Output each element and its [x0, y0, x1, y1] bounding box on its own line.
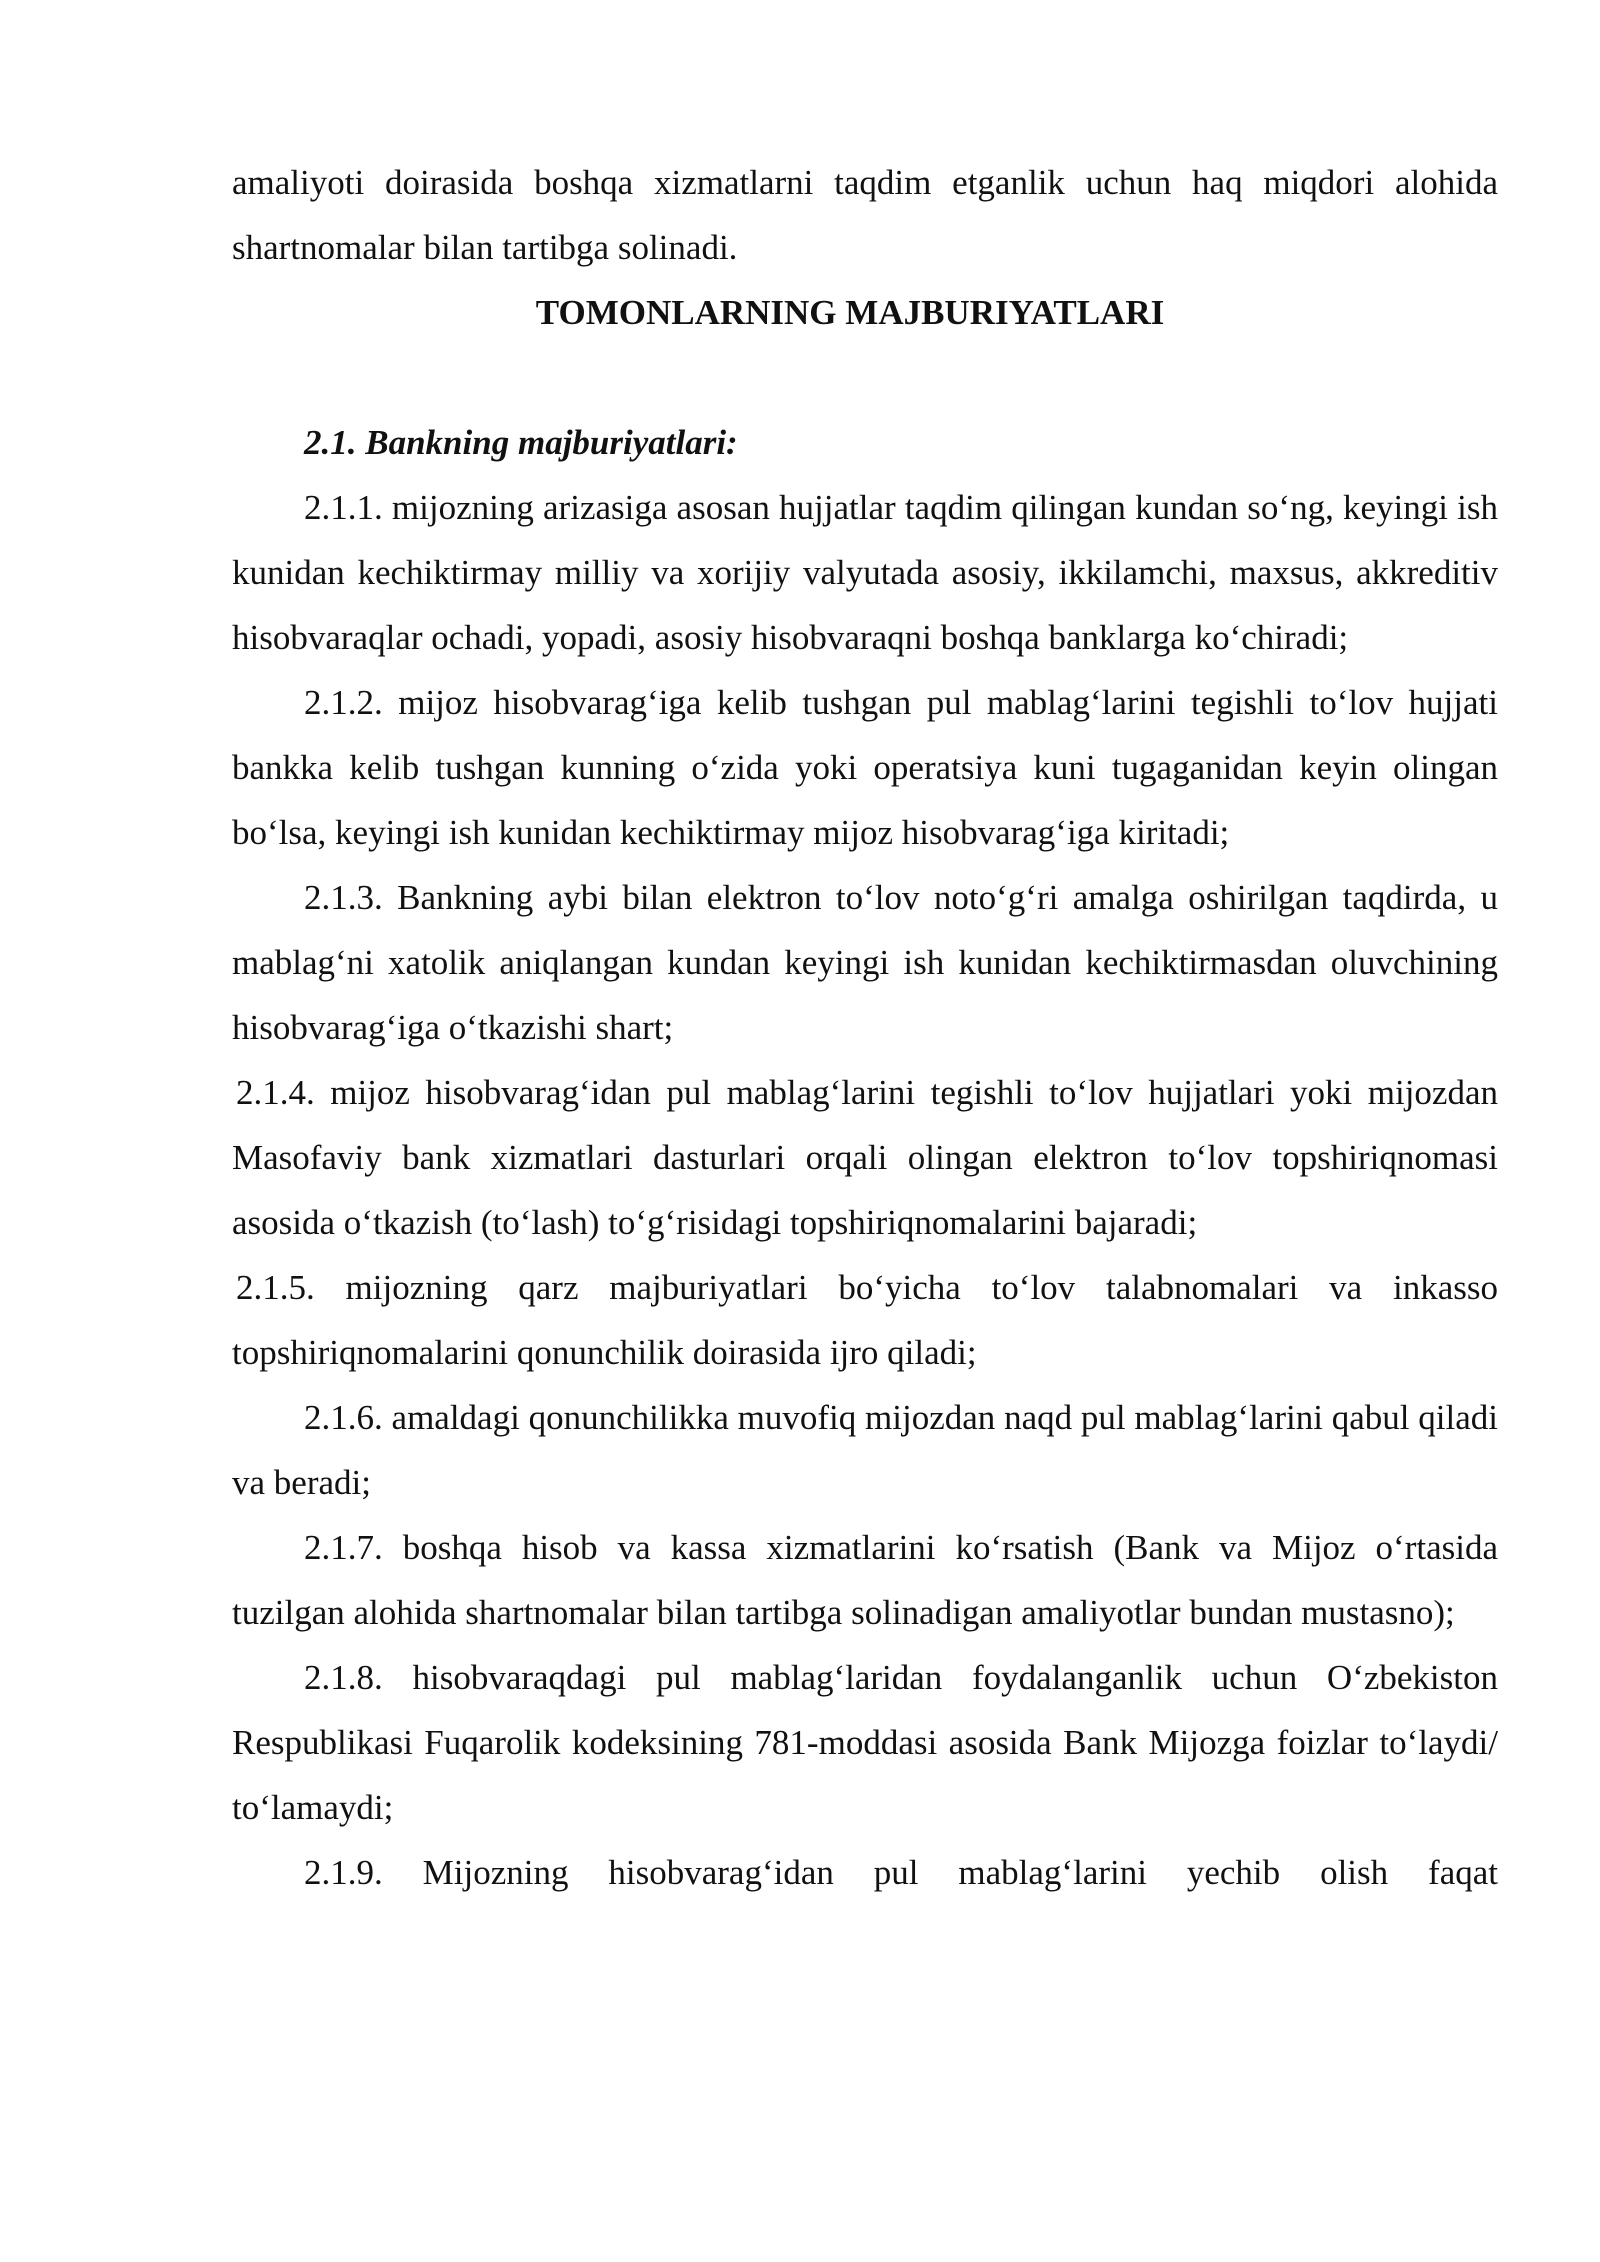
clause-2-1-2: 2.1.2. mijoz hisobvarag‘iga kelib tushgan pul mablag‘larini tegishli to‘lov hujjati bankka kelib tushgan kunning o‘zida yoki operatsiya kuni tugaganidan keyin olingan bo‘lsa, keyingi ish kunidan kechiktirmay mijoz hisobvarag‘iga kiritadi;: [232, 683, 1498, 852]
clause-2-1-7: 2.1.7. boshqa hisob va kassa xizmatlarini ko‘rsatish (Bank va Mijoz o‘rtasida tuzilgan alohida shartnomalar bilan tartibga solinadigan amaliyotlar bundan mustasno);: [232, 1528, 1498, 1632]
clause-2-1-9: 2.1.9. Mijozning hisobvarag‘idan pul mablag‘larini yechib olish faqat: [304, 1853, 1498, 1892]
clause-2-1-6: 2.1.6. amaldagi qonunchilikka muvofiq mijozdan naqd pul mablag‘larini qabul qiladi va beradi;: [232, 1398, 1498, 1502]
section-subheading: 2.1. Bankning majburiyatlari:: [304, 423, 738, 462]
intro-paragraph: amaliyoti doirasida boshqa xizmatlarni taqdim etganlik uchun haq miqdori alohida shartnomalar bilan tartibga solinadi.: [232, 163, 1498, 267]
clause-2-1-4: 2.1.4. mijoz hisobvarag‘idan pul mablag‘larini tegishli to‘lov hujjatlari yoki mijozdan Masofaviy bank xizmatlari dasturlari orqali olingan elektron to‘lov topshiriqnomasi asosida o‘tkazish (to‘lash) to‘g‘risidagi topshiriqnomalarini bajaradi;: [232, 1073, 1498, 1242]
document-page: [232, 150, 1498, 1905]
clause-2-1-5: 2.1.5. mijozning qarz majburiyatlari bo‘yicha to‘lov talabnomalari va inkasso topshiriqnomalarini qonunchilik doirasida ijro qiladi;: [232, 1268, 1498, 1372]
clause-2-1-3: 2.1.3. Bankning aybi bilan elektron to‘lov noto‘g‘ri amalga oshirilgan taqdirda, u mablag‘ni xatolik aniqlangan kundan keyingi ish kunidan kechiktirmasdan oluvchining hisobvarag‘iga o‘tkazishi shart;: [232, 878, 1498, 1047]
section-heading: TOMONLARNING MAJBURIYATLARI: [535, 293, 1165, 332]
clause-2-1-8: 2.1.8. hisobvaraqdagi pul mablag‘laridan foydalanganlik uchun O‘zbekiston Respublikasi Fuqarolik kodeksining 781-moddasi asosida Bank Mijozga foizlar to‘laydi/ to‘lamaydi;: [232, 1658, 1498, 1827]
clause-2-1-1: 2.1.1. mijozning arizasiga asosan hujjatlar taqdim qilingan kundan so‘ng, keyingi ish kunidan kechiktirmay milliy va xorijiy valyutada asosiy, ikkilamchi, maxsus, akkreditiv hisobvaraqlar ochadi, yopadi, asosiy hisobvaraqni boshqa banklarga ko‘chiradi;: [232, 488, 1498, 657]
